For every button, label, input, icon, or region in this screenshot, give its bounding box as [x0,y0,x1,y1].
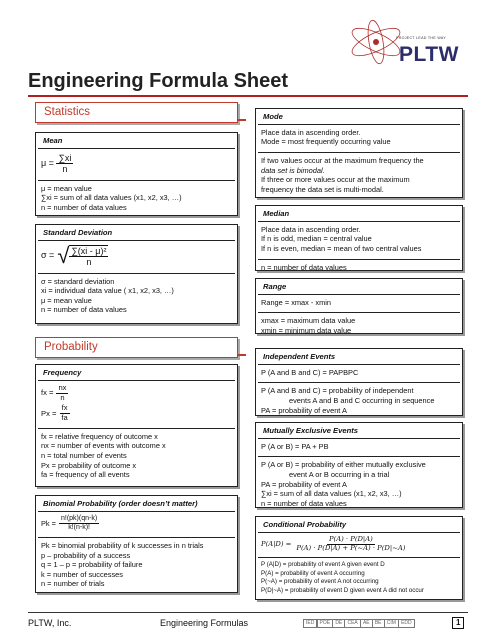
probability-section-rule [238,354,246,356]
binomial-formula-lhs: Pk = [41,518,56,528]
std-def-2: μ = mean value [41,295,92,305]
conditional-def-2: P(~A) = probability of event A not occurring [261,578,379,586]
conditional-def-3: P(D|~A) = probability of event D given event A did not occur [261,586,424,594]
conditional-formula-lhs: P(A|D) = [261,539,292,548]
frequency-def-3: Px = probability of outcome x [41,460,137,470]
conditional-formula-denominator: P(A) · P(D|A) + P(~A) · P(D|~A) [296,543,406,552]
frequency-f2-lhs: Px = [41,408,57,418]
std-formula-lhs: σ = [41,250,55,261]
footer-course-tags [303,619,414,628]
conditional-def-0: P (A|D) = probability of event A given event D [261,561,385,569]
mean-formula-lhs: μ = [41,158,54,169]
independent-events-box [255,348,463,416]
exclusive-def-1: event A or B occurring in a trial [289,470,390,480]
independent-def-2: PA = probability of event A [261,405,347,415]
mean-box [35,132,238,216]
frequency-def-0: fx = relative frequency of outcome x [41,431,158,441]
mode-p2-2: If three or more values occur at the maximum [261,175,410,185]
binomial-formula-denominator: k!(n-k)! [68,523,90,531]
statistics-section-title: Statistics [44,106,91,118]
frequency-box [35,364,238,487]
footer-tag: EDD [398,619,415,628]
frequency-f2-denominator: fa [61,413,68,423]
std-def-3: n = number of data values [41,305,127,315]
median-p1-1: If n is odd, median = central value [261,234,372,244]
median-box [255,205,463,271]
footer-tag: IED [303,619,317,628]
logo-wordmark: PLTW [399,43,459,66]
frequency-f1-denominator: n [60,392,65,402]
mode-box [255,108,463,198]
footer-tag: CEA [344,619,360,628]
frequency-f2-numerator: fx [61,403,68,413]
std-formula-denominator: n [86,257,92,268]
footer-tag: DE [332,619,345,628]
binomial-formula-numerator: n!(pk)(qn-k) [59,515,99,524]
std-formula-numerator: ∑(xi - μ)² [71,245,107,256]
mean-formula-denominator: n [62,164,68,175]
logo-tagline: PROJECT LEAD THE WAY [396,36,446,40]
mode-p2-1: data set is bimodal. [261,165,325,175]
independent-def-1: events A and B and C occurring in sequence [289,396,435,406]
exclusive-def-3: ∑xi = sum of all data values (x1, x2, x3, …) [261,489,402,499]
exclusive-def-2: PA = probability of event A [261,479,347,489]
frequency-heading: Frequency [38,365,235,381]
conditional-heading: Conditional Probability [258,517,460,533]
footer-rule [28,612,468,613]
footer-tag: POE [317,619,334,628]
std-heading: Standard Deviation [38,225,235,241]
median-heading: Median [258,206,460,222]
binomial-def-0: Pk = binomial probability of k successes in n trials [41,540,204,550]
frequency-def-1: nx = number of events with outcome x [41,441,166,451]
square-root-icon: √ [57,243,70,269]
mean-def-0: μ = mean value [41,183,92,193]
mean-formula-numerator: ∑xi [58,152,72,163]
statistics-section-header [35,102,238,123]
median-p2: n = number of data values [261,262,347,272]
mode-p1-0: Place data in ascending order. [261,127,361,137]
mean-formula-fraction [56,153,73,175]
range-def-0: xmax = maximum data value [261,316,356,326]
conditional-formula-numerator: P(A) · P(D|A) [328,534,373,543]
independent-heading: Independent Events [258,349,460,365]
binomial-formula-fraction [59,515,99,532]
frequency-f1-fraction [56,384,68,402]
median-p1-0: Place data in ascending order. [261,224,361,234]
page-title: Engineering Formula Sheet [28,70,289,92]
binomial-def-1: p – probability of a success [41,550,131,560]
independent-formula: P (A and B and C) = PAPBPC [261,367,359,377]
mode-heading: Mode [258,109,460,125]
frequency-f1-numerator: nx [58,382,67,392]
range-formula: Range = xmax - xmin [261,297,332,307]
mean-heading: Mean [38,133,235,149]
median-p1-2: If n is even, median = mean of two central values [261,244,422,254]
mode-p2-3: frequency the data set is multi-modal. [261,184,384,194]
footer-organization: PLTW, Inc. [28,618,72,628]
footer-document-name: Engineering Formulas [160,618,249,628]
frequency-def-4: fa = frequency of all events [41,470,130,480]
binomial-heading: Binomial Probability (order doesn’t matter) [38,496,235,512]
footer-tag: AE [360,619,373,628]
std-formula-fraction [69,245,108,268]
range-def-1: xmin = minimum data value [261,326,352,336]
range-heading: Range [258,279,460,295]
conditional-formula-fraction [294,536,407,553]
exclusive-formula: P (A or B) = PA + PB [261,441,329,451]
page-number: 1 [452,617,464,629]
binomial-probability-box [35,495,238,593]
exclusive-heading: Mutually Exclusive Events [258,423,460,439]
title-rule [28,95,468,97]
mode-p1-1: Mode = most frequently occurring value [261,137,391,147]
footer-tag: CIM [384,619,399,628]
range-box [255,278,463,334]
std-def-1: xi = individual data value ( x1, x2, x3, …) [41,286,174,296]
frequency-f1-lhs: fx = [41,388,54,398]
frequency-f2-fraction [59,404,69,422]
exclusive-def-0: P (A or B) = probability of either mutually exclusive [261,460,426,470]
exclusive-def-4: n = number of data values [261,498,347,508]
conditional-probability-box [255,516,463,600]
mean-def-1: ∑xi = sum of all data values (x1, x2, x3, …) [41,193,182,203]
probability-section-header [35,337,238,358]
mode-p2-0: If two values occur at the maximum frequency the [261,156,424,166]
frequency-def-2: n = total number of events [41,450,127,460]
binomial-def-3: k = number of successes [41,569,123,579]
mean-def-2: n = number of data values [41,202,127,212]
statistics-section-rule [238,119,246,121]
binomial-def-4: n = number of trials [41,579,105,589]
standard-deviation-box [35,224,238,324]
std-def-0: σ = standard deviation [41,276,115,286]
conditional-def-1: P(A) = probability of event A occurring [261,569,365,577]
mutually-exclusive-events-box [255,422,463,508]
footer-tag: BE [372,619,385,628]
probability-section-title: Probability [44,341,98,353]
binomial-def-2: q = 1 – p = probability of failure [41,560,143,570]
independent-def-0: P (A and B and C) = probability of independent [261,386,414,396]
